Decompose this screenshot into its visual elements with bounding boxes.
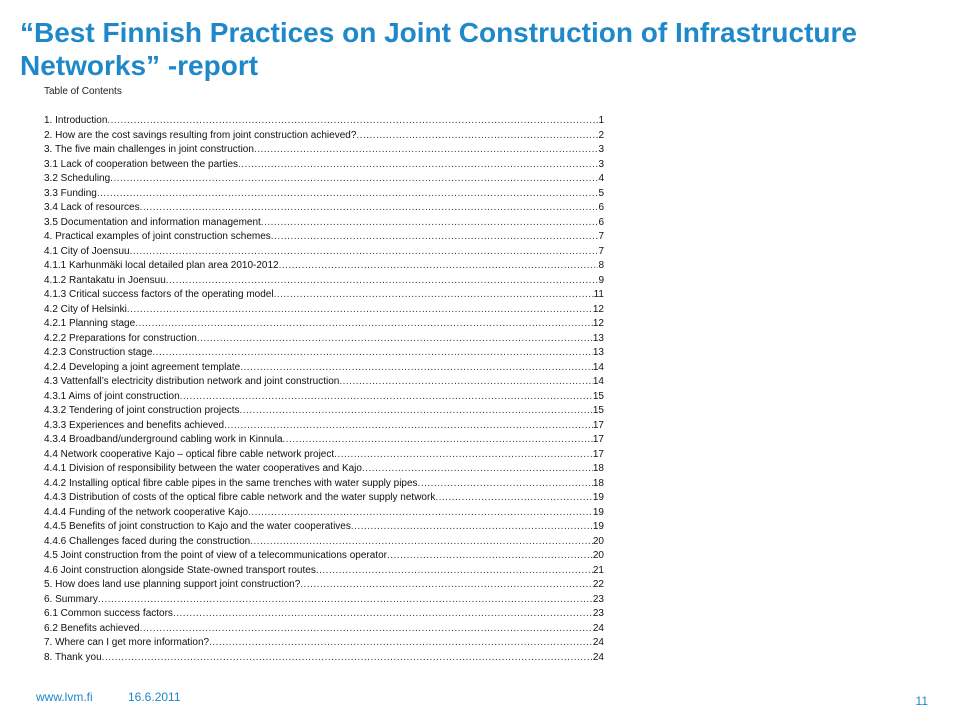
toc-entry-page: 5 xyxy=(598,187,604,199)
toc-entry xyxy=(44,462,604,477)
toc-entry-title: 3.1 Lack of cooperation between the parties xyxy=(44,158,239,170)
toc-entry-title: 4.2.4 Developing a joint agreement template xyxy=(44,361,241,373)
toc-entry xyxy=(44,549,604,564)
toc-entry xyxy=(44,259,604,274)
toc-entry-page: 4 xyxy=(598,173,604,184)
toc-entry-title: 4.2.1 Planning stage xyxy=(44,318,136,329)
toc-entry-title: 3. The five main challenges in joint construction xyxy=(44,144,254,155)
toc-entry-page: 17 xyxy=(592,434,604,445)
toc-entry-page: 18 xyxy=(592,477,604,489)
toc-entry-title: 4.2.3 Construction stage xyxy=(44,347,153,358)
toc-entry xyxy=(44,636,604,651)
toc-entry xyxy=(44,491,604,506)
toc-entry-page: 15 xyxy=(592,390,604,402)
toc-entry xyxy=(44,564,604,579)
footer-url[interactable]: www.lvm.fi xyxy=(36,690,93,704)
toc-entry xyxy=(44,593,604,608)
toc-entry xyxy=(44,477,604,492)
toc-entry-page: 19 xyxy=(592,521,604,532)
toc-entry-title: 8. Thank you xyxy=(44,651,102,663)
toc-entry-title: 4.4.4 Funding of the network cooperative Kajo xyxy=(44,506,249,518)
toc-entry-page: 24 xyxy=(592,651,604,663)
toc-dot-leader xyxy=(300,578,593,593)
toc-entry-title: 3.4 Lack of resources xyxy=(44,202,140,213)
toc-entry-title: 3.3 Funding xyxy=(44,187,97,199)
toc-entry-page: 3 xyxy=(598,158,604,170)
toc-entry xyxy=(44,216,604,231)
toc-dot-leader xyxy=(102,651,593,666)
toc-entry-title: 6.2 Benefits achieved xyxy=(44,622,140,634)
toc-dot-leader xyxy=(356,129,598,144)
toc-entry-title: 4.4.2 Installing optical fibre cable pipes in the same trenches with water supply pipes xyxy=(44,477,418,489)
toc-entry-page: 22 xyxy=(592,579,604,590)
toc-dot-leader xyxy=(140,622,593,637)
toc-dot-leader xyxy=(334,448,593,463)
toc-dot-leader xyxy=(107,114,598,129)
toc-entry xyxy=(44,622,604,637)
toc-entry-page: 6 xyxy=(598,202,604,213)
toc-dot-leader xyxy=(140,201,599,216)
toc-entry-page: 9 xyxy=(598,274,604,286)
toc-entry-page: 7 xyxy=(598,231,604,242)
toc-entry xyxy=(44,390,604,405)
toc-entry-page: 17 xyxy=(592,419,604,431)
toc-entry xyxy=(44,143,604,158)
toc-dot-leader xyxy=(238,158,598,173)
toc-entry-page: 20 xyxy=(592,535,604,547)
toc-entry-title: 4.3.1 Aims of joint construction xyxy=(44,390,180,402)
toc-dot-leader xyxy=(283,433,593,448)
toc-dot-leader xyxy=(130,245,599,260)
toc-entry xyxy=(44,433,604,448)
toc-entry-page: 18 xyxy=(592,463,604,474)
toc-entry-title: 4.2.2 Preparations for construction xyxy=(44,332,197,344)
toc-entry xyxy=(44,375,604,390)
toc-entry-title: 4.4.1 Division of responsibility between the water cooperatives and Kajo xyxy=(44,463,362,474)
toc-dot-leader xyxy=(224,419,593,434)
toc-dot-leader xyxy=(166,274,599,289)
toc-entry-title: 4.3.2 Tendering of joint construction projects xyxy=(44,405,240,416)
toc-entry-title: 4.4.3 Distribution of costs of the optical fibre cable network and the water supply network xyxy=(44,492,436,503)
toc-dot-leader xyxy=(180,390,593,405)
toc-entry-page: 7 xyxy=(598,245,604,257)
toc-dot-leader xyxy=(197,332,593,347)
toc-entry xyxy=(44,419,604,434)
toc-entry-page: 14 xyxy=(592,376,604,387)
toc-dot-leader xyxy=(248,506,593,521)
toc-entry-title: 4.6 Joint construction alongside State-owned transport routes xyxy=(44,564,316,576)
toc-entry-title: 1. Introduction xyxy=(44,115,108,126)
toc-dot-leader xyxy=(209,636,593,651)
toc-entry xyxy=(44,535,604,550)
toc-entry-page: 24 xyxy=(592,637,604,648)
toc-entry-page: 15 xyxy=(592,405,604,416)
toc-entry-title: 4.1.2 Rantakatu in Joensuu xyxy=(44,274,166,286)
toc-entry-page: 3 xyxy=(598,144,604,155)
toc-entry-page: 21 xyxy=(592,564,604,576)
toc-entry xyxy=(44,404,604,419)
toc-entry-title: 4.3.3 Experiences and benefits achieved xyxy=(44,419,225,431)
toc-entry-page: 20 xyxy=(592,550,604,561)
toc-entry-title: 6.1 Common success factors xyxy=(44,608,173,619)
toc-entry xyxy=(44,332,604,347)
toc-entry-page: 12 xyxy=(592,303,604,315)
toc-entry xyxy=(44,448,604,463)
toc-entry-page: 13 xyxy=(592,332,604,344)
toc-entry-page: 14 xyxy=(592,361,604,373)
toc-entry-page: 23 xyxy=(592,593,604,605)
toc-dot-leader xyxy=(135,317,593,332)
toc-entry-page: 17 xyxy=(592,448,604,460)
toc-entry-title: 3.5 Documentation and information management xyxy=(44,216,261,228)
toc-entry-title: 4.2 City of Helsinki xyxy=(44,303,127,315)
toc-entry-title: 3.2 Scheduling xyxy=(44,173,111,184)
toc-entry xyxy=(44,187,604,202)
toc-dot-leader xyxy=(362,462,593,477)
toc-entry-title: 2. How are the cost savings resulting from joint construction achieved? xyxy=(44,129,357,141)
toc-entry-title: 5. How does land use planning support joint construction? xyxy=(44,579,301,590)
toc-entry xyxy=(44,520,604,535)
toc-dot-leader xyxy=(254,143,599,158)
toc-entry xyxy=(44,651,604,666)
toc-entry-page: 11 xyxy=(593,289,604,300)
toc-entry-title: 4.4.5 Benefits of joint construction to Kajo and the water cooperatives xyxy=(44,521,351,532)
toc-dot-leader xyxy=(274,288,594,303)
toc-heading: Table of Contents xyxy=(44,86,122,97)
toc-entry xyxy=(44,317,604,332)
page-number: 11 xyxy=(915,694,928,708)
toc-entry-page: 19 xyxy=(592,506,604,518)
page-title: “Best Finnish Practices on Joint Construction of Infrastructure Networks” -report xyxy=(20,17,857,81)
toc-entry-title: 4. Practical examples of joint construction schemes xyxy=(44,231,271,242)
toc-entry-title: 4.1.1 Karhunmäki local detailed plan area 2010-2012 xyxy=(44,260,279,271)
toc-entry-page: 1 xyxy=(598,115,604,126)
toc-dot-leader xyxy=(279,259,599,274)
toc-dot-leader xyxy=(261,216,599,231)
toc-entry-title: 4.3 Vattenfall’s electricity distribution network and joint construction xyxy=(44,376,340,387)
toc-entry-page: 13 xyxy=(592,347,604,358)
toc-entry xyxy=(44,346,604,361)
toc-dot-leader xyxy=(316,564,593,579)
toc-entry-title: 4.4 Network cooperative Kajo – optical fibre cable network project xyxy=(44,448,335,460)
toc-dot-leader xyxy=(387,549,593,564)
toc-dot-leader xyxy=(418,477,593,492)
toc-entry xyxy=(44,129,604,144)
toc-dot-leader xyxy=(351,520,593,535)
toc-entry xyxy=(44,274,604,289)
toc-dot-leader xyxy=(97,187,599,202)
toc-entry xyxy=(44,578,604,593)
toc-entry-page: 12 xyxy=(592,318,604,329)
toc-entry-page: 19 xyxy=(592,492,604,503)
toc-entry-title: 4.4.6 Challenges faced during the construction xyxy=(44,535,251,547)
toc-entry-title: 6. Summary xyxy=(44,593,98,605)
toc-entry-page: 6 xyxy=(598,216,604,228)
toc-entry-title: 7. Where can I get more information? xyxy=(44,637,210,648)
toc-entry xyxy=(44,172,604,187)
toc-entry-page: 8 xyxy=(598,260,604,271)
toc-entry-title: 4.3.4 Broadband/underground cabling work in Kinnula xyxy=(44,434,283,445)
toc-entry xyxy=(44,361,604,376)
toc-entry xyxy=(44,114,604,129)
toc-dot-leader xyxy=(98,593,593,608)
toc-entry xyxy=(44,245,604,260)
toc-dot-leader xyxy=(339,375,593,390)
toc-dot-leader xyxy=(173,607,593,622)
toc-entry-page: 24 xyxy=(592,622,604,634)
toc-dot-leader xyxy=(271,230,599,245)
toc-dot-leader xyxy=(240,404,593,419)
toc-dot-leader xyxy=(435,491,593,506)
toc-entry xyxy=(44,303,604,318)
toc-dot-leader xyxy=(240,361,593,376)
toc-entry-page: 23 xyxy=(592,608,604,619)
toc-entry-title: 4.5 Joint construction from the point of view of a telecommunications operator xyxy=(44,550,387,561)
toc-entry xyxy=(44,506,604,521)
toc-entry-title: 4.1 City of Joensuu xyxy=(44,245,130,257)
table-of-contents xyxy=(44,114,604,665)
toc-entry xyxy=(44,288,604,303)
toc-entry-page: 2 xyxy=(598,129,604,141)
footer-date: 16.6.2011 xyxy=(128,690,181,704)
toc-entry xyxy=(44,158,604,173)
toc-dot-leader xyxy=(127,303,593,318)
toc-dot-leader xyxy=(152,346,592,361)
toc-entry xyxy=(44,230,604,245)
toc-dot-leader xyxy=(110,172,598,187)
toc-entry xyxy=(44,607,604,622)
toc-entry xyxy=(44,201,604,216)
toc-entry-title: 4.1.3 Critical success factors of the operating model xyxy=(44,289,274,300)
toc-dot-leader xyxy=(250,535,593,550)
